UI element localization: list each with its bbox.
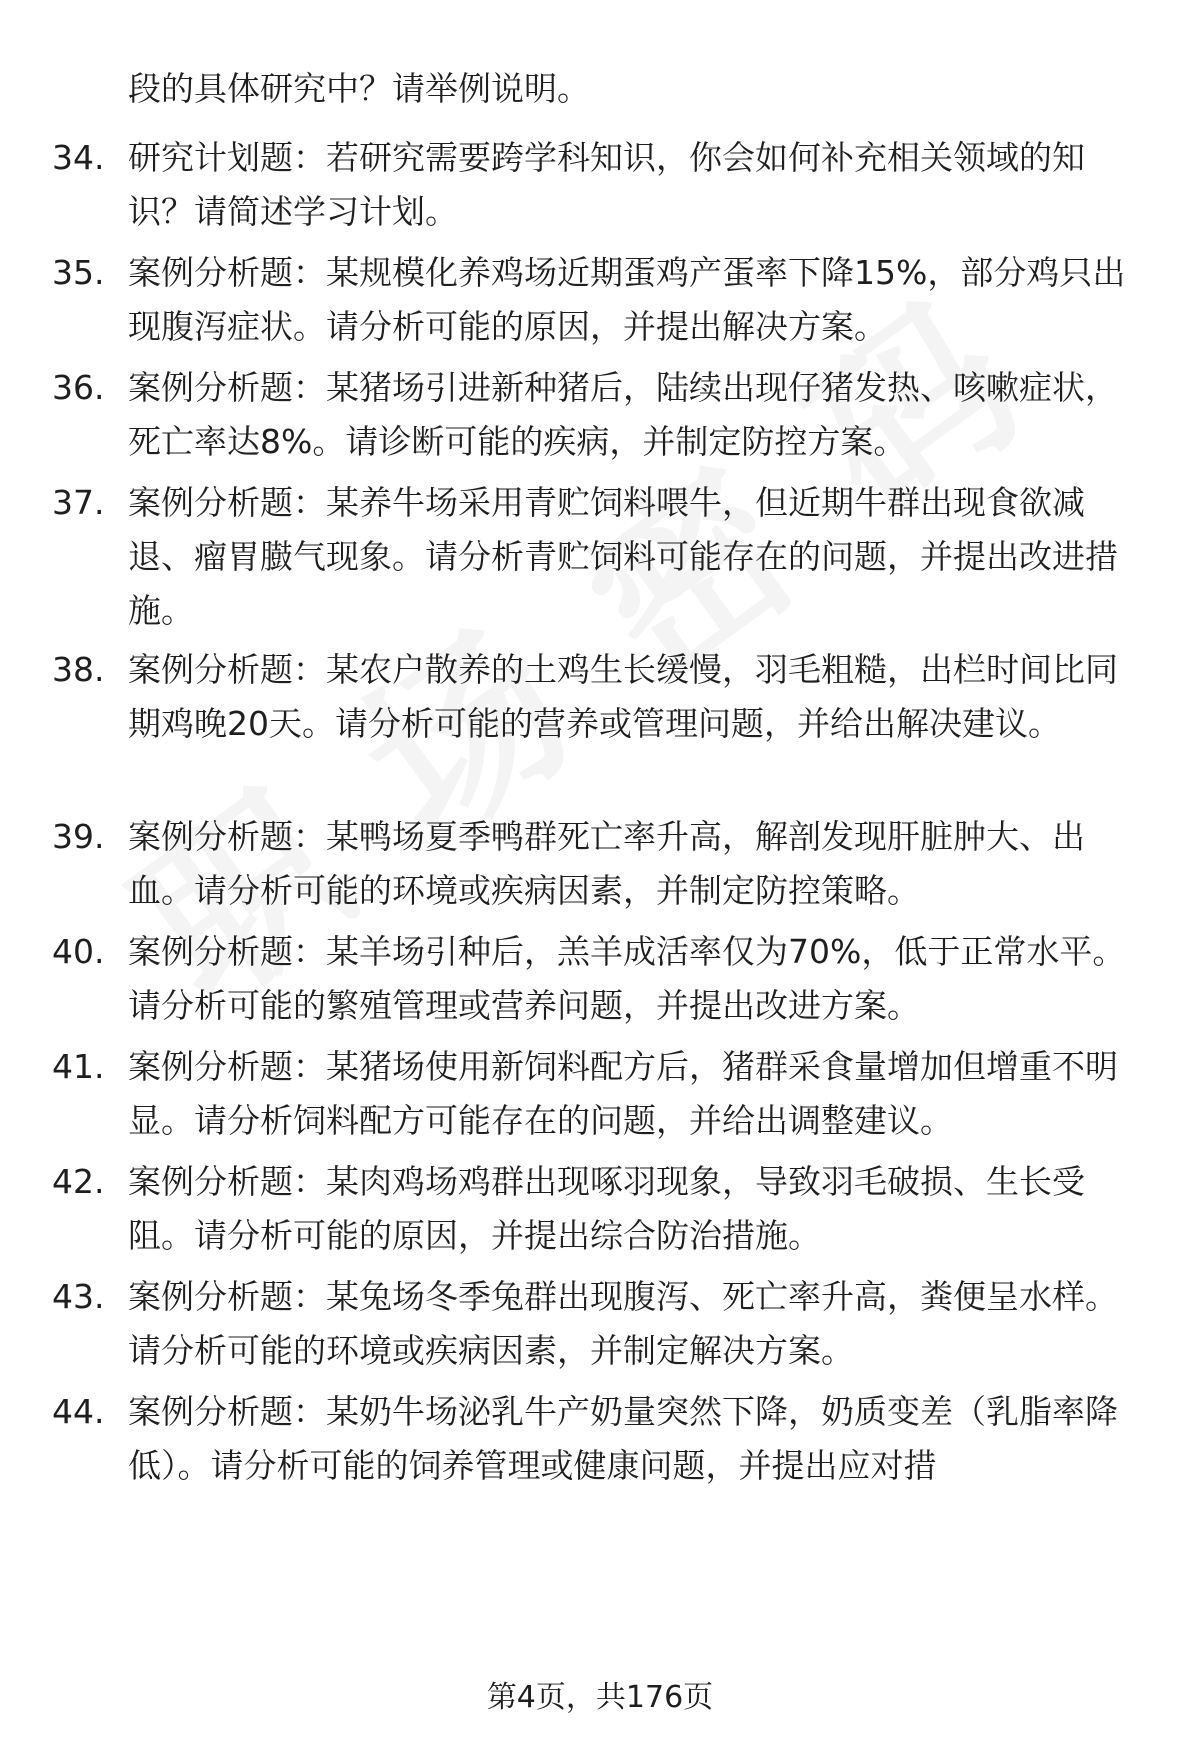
question-number: 42. — [52, 1162, 105, 1201]
question-text: 案例分析题：某养牛场采用青贮饲料喂牛，但近期牛群出现食欲减退、瘤胃臌气现象。请分析青贮饲料可能存在的问题，并提出改进措施。 — [128, 483, 1118, 630]
question-number: 36. — [52, 368, 105, 407]
question-number: 37. — [52, 483, 105, 522]
question-text: 案例分析题：某羊场引种后，羔羊成活率仅为70%，低于正常水平。请分析可能的繁殖管理或营养问题，并提出改进方案。 — [128, 932, 1126, 1025]
question-number: 43. — [52, 1277, 105, 1316]
page-footer: 第4页，共176页 — [486, 1680, 714, 1715]
question-number: 44. — [52, 1392, 105, 1431]
question-text: 案例分析题：某兔场冬季兔群出现腹泻、死亡率升高，粪便呈水样。请分析可能的环境或疾病因素，并制定解决方案。 — [128, 1277, 1118, 1370]
question-text: 案例分析题：某鸭场夏季鸭群死亡率升高，解剖发现肝脏肿大、出血。请分析可能的环境或疾病因素，并制定防控策略。 — [128, 817, 1085, 910]
question-number: 34. — [52, 138, 105, 177]
question-number: 40. — [52, 932, 105, 971]
question-text: 案例分析题：某规模化养鸡场近期蛋鸡产蛋率下降15%，部分鸡只出现腹泻症状。请分析可能的原因，并提出解决方案。 — [128, 253, 1126, 346]
question-number: 35. — [52, 253, 105, 292]
question-text: 研究计划题：若研究需要跨学科知识，你会如何补充相关领域的知识？请简述学习计划。 — [128, 138, 1085, 231]
question-text: 案例分析题：某农户散养的土鸡生长缓慢，羽毛粗糙，出栏时间比同期鸡晚20天。请分析可能的营养或管理问题，并给出解决建议。 — [128, 650, 1118, 743]
question-number: 38. — [52, 650, 105, 689]
question-text: 案例分析题：某猪场引进新种猪后，陆续出现仔猪发热、咳嗽症状，死亡率达8%。请诊断可能的疾病，并制定防控方案。 — [128, 368, 1118, 461]
question-text: 案例分析题：某肉鸡场鸡群出现啄羽现象，导致羽毛破损、生长受阻。请分析可能的原因，并提出综合防治措施。 — [128, 1162, 1085, 1255]
continuation-line: 段的具体研究中？请举例说明。 — [128, 69, 590, 108]
question-text: 案例分析题：某猪场使用新饲料配方后，猪群采食量增加但增重不明显。请分析饲料配方可能存在的问题，并给出调整建议。 — [128, 1047, 1118, 1140]
question-number: 41. — [52, 1047, 105, 1086]
question-text: 案例分析题：某奶牛场泌乳牛产奶量突然下降，奶质变差（乳脂率降低）。请分析可能的饲养管理或健康问题，并提出应对措 — [128, 1392, 1118, 1485]
question-number: 39. — [52, 817, 105, 856]
